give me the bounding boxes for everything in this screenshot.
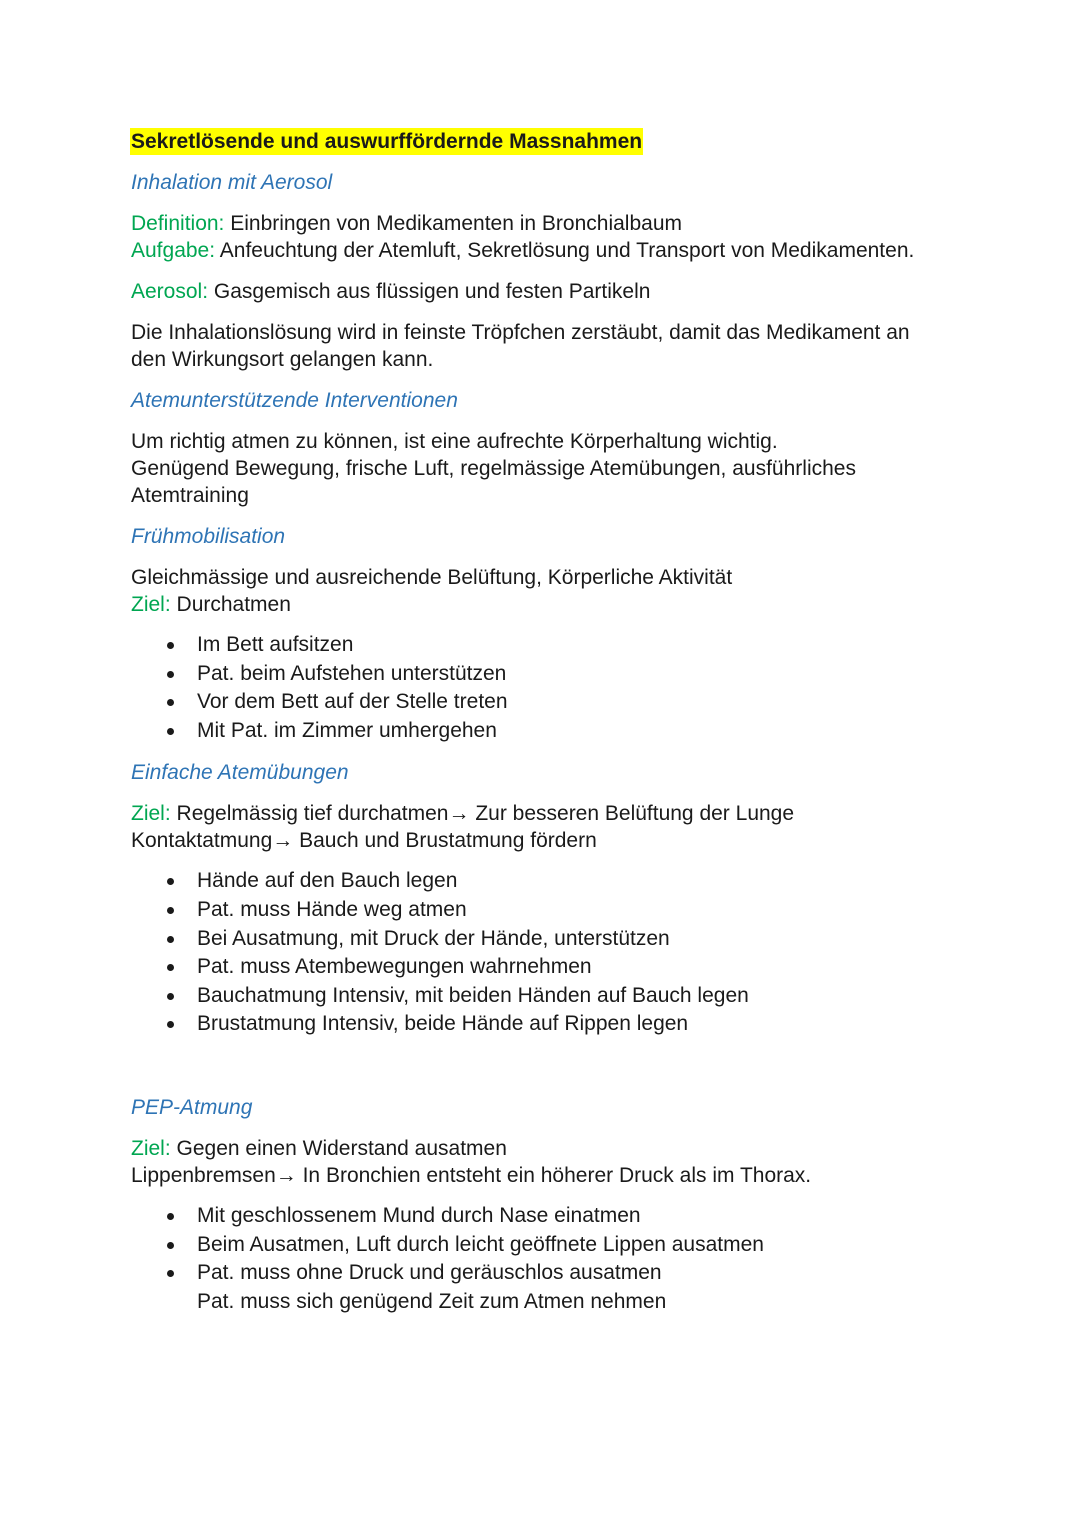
list-item-text: Pat. muss Atembewegungen wahrnehmen: [197, 955, 592, 979]
list-item: [167, 867, 1011, 896]
list-item: [167, 1010, 1011, 1039]
list-item-text: Beim Ausatmen, Luft durch leicht geöffnete Lippen ausatmen: [197, 1232, 764, 1256]
paragraph-line: den Wirkungsort gelangen kann.: [131, 348, 434, 371]
bullet-icon: [167, 1270, 174, 1277]
bullet-icon: [167, 878, 174, 885]
list-item-text: Pat. muss ohne Druck und geräuschlos ausatmen: [197, 1261, 662, 1285]
aerosol-text: Gasgemisch aus flüssigen und festen Partikeln: [208, 280, 651, 303]
paragraph-line: Gleichmässige und ausreichende Belüftung, Körperliche Aktivität: [131, 566, 733, 589]
list-item-text: Pat. beim Aufstehen unterstützen: [197, 661, 507, 685]
bullet-icon: [167, 1021, 174, 1028]
inhalation-definitions: [131, 210, 1011, 264]
ziel-line: [131, 800, 1011, 827]
heading-pep: PEP-Atmung: [131, 1095, 253, 1119]
definition-label: Definition:: [131, 212, 225, 235]
list-item-text: Vor dem Bett auf der Stelle treten: [197, 690, 508, 714]
list-item: [167, 631, 1011, 660]
paragraph-line: Lippenbremsen→ In Bronchien entsteht ein höherer Druck als im Thorax.: [131, 1163, 812, 1187]
list-item: [167, 953, 1011, 982]
bullet-icon: [167, 907, 174, 914]
fruehmobilisation-list: [131, 631, 1011, 745]
list-continuation: Pat. muss sich genügend Zeit zum Atmen nehmen: [197, 1289, 667, 1313]
list-item: [167, 982, 1011, 1011]
heading-inhalation: Inhalation mit Aerosol: [131, 171, 333, 194]
atemuebungen-list: [131, 867, 1011, 1039]
aufgabe-text: Anfeuchtung der Atemluft, Sekretlösung und Transport von Medikamenten.: [215, 239, 915, 262]
bullet-icon: [167, 728, 174, 735]
bullet-icon: [167, 1242, 174, 1249]
ziel-line: [131, 591, 1011, 618]
ziel-text: Gegen einen Widerstand ausatmen: [170, 1136, 507, 1160]
list-item: [167, 688, 1011, 717]
fruehmobilisation-paragraph: [131, 564, 1011, 618]
blank-spacer: [131, 1053, 1011, 1094]
list-item: [167, 925, 1011, 954]
ziel-line: [131, 1135, 1011, 1162]
bullet-icon: [167, 936, 174, 943]
bullet-icon: [167, 1213, 174, 1220]
ziel-text: Regelmässig tief durchatmen→ Zur besseren Belüftung der Lunge: [170, 802, 795, 826]
bullet-icon: [167, 699, 174, 706]
heading-atemunterstuetzend: Atemunterstützende Interventionen: [131, 389, 458, 412]
inhalation-paragraph: [131, 319, 1011, 373]
paragraph-line: Kontaktatmung→ Bauch und Brustatmung fördern: [131, 829, 597, 853]
list-item: [167, 717, 1011, 746]
list-item: [167, 1259, 1011, 1288]
list-item-text: Bei Ausatmung, mit Druck der Hände, unterstützen: [197, 926, 670, 950]
aufgabe-label: Aufgabe:: [131, 239, 216, 262]
list-item-text: Brustatmung Intensiv, beide Hände auf Rippen legen: [197, 1012, 689, 1036]
paragraph-line: Genügend Bewegung, frische Luft, regelmässige Atemübungen, ausführliches: [131, 457, 856, 480]
pep-paragraph: [131, 1135, 1011, 1189]
ziel-text: Durchatmen: [170, 593, 291, 616]
ziel-label: Ziel:: [131, 593, 171, 616]
atemuebungen-paragraph: [131, 800, 1011, 854]
list-item-text: Mit geschlossenem Mund durch Nase einatmen: [197, 1203, 641, 1227]
definition-text: Einbringen von Medikamenten in Bronchialbaum: [224, 212, 682, 235]
bullet-icon: [167, 993, 174, 1000]
list-item: [167, 1202, 1011, 1231]
list-item-text: Pat. muss Hände weg atmen: [197, 897, 467, 921]
heading-atemuebungen: Einfache Atemübungen: [131, 761, 349, 785]
list-item-text: Bauchatmung Intensiv, mit beiden Händen auf Bauch legen: [197, 983, 749, 1007]
paragraph-line: Atemtraining: [131, 484, 249, 507]
title-highlight: Sekretlösende und auswurffördernde Massnahmen: [131, 130, 643, 153]
document-page: [131, 128, 1011, 1316]
ziel-label: Ziel:: [131, 1136, 171, 1160]
pep-list: [131, 1202, 1011, 1288]
bullet-icon: [167, 964, 174, 971]
list-item: [167, 660, 1011, 689]
ziel-label: Ziel:: [131, 802, 171, 826]
aerosol-label: Aerosol:: [131, 280, 209, 303]
bullet-icon: [167, 642, 174, 649]
aerosol-line: [131, 278, 1011, 305]
heading-fruehmobilisation: Frühmobilisation: [131, 525, 286, 548]
list-item-text: Hände auf den Bauch legen: [197, 869, 458, 893]
list-item: [167, 1231, 1011, 1260]
atemunterstuetzend-paragraph: [131, 428, 1011, 509]
list-item: [167, 896, 1011, 925]
list-item-text: Im Bett aufsitzen: [197, 633, 354, 656]
definition-line: [131, 210, 1011, 237]
paragraph-line: Die Inhalationslösung wird in feinste Tröpfchen zerstäubt, damit das Medikament an: [131, 321, 910, 344]
paragraph-line: Um richtig atmen zu können, ist eine aufrechte Körperhaltung wichtig.: [131, 430, 778, 453]
bullet-icon: [167, 671, 174, 678]
list-item-text: Mit Pat. im Zimmer umhergehen: [197, 718, 497, 742]
aufgabe-line: [131, 237, 1011, 264]
document-title: [131, 128, 1011, 169]
